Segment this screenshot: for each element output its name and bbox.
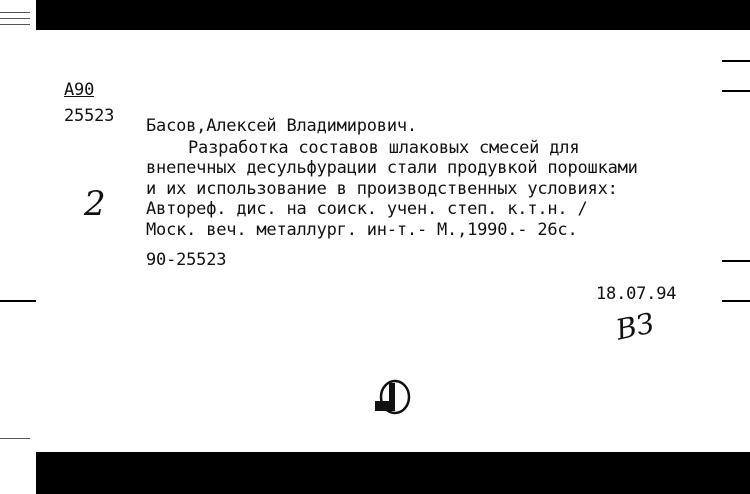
inventory-number: 25523 (64, 106, 115, 126)
margin-line (0, 300, 36, 302)
margin-tick (0, 438, 30, 439)
shelf-mark: А90 (64, 80, 95, 100)
handwritten-number: 2 (84, 184, 106, 224)
card-date: 18.07.94 (596, 284, 677, 304)
handwritten-initials: ВЗ (612, 306, 658, 347)
title-line: внепечных десульфурации стали продувкой порошками (146, 158, 638, 178)
title-line: Разработка составов шлаковых смесей для (188, 138, 580, 158)
margin-tick (722, 90, 750, 92)
title-line: и их использование в производственных условиях: (146, 179, 618, 199)
title-line: Автореф. дис. на соиск. учен. степ. к.т.н. / (146, 199, 588, 219)
margin-tick (722, 60, 750, 62)
margin-tick (722, 300, 750, 302)
scan-left-margin (0, 0, 36, 494)
accession-number: 90-25523 (146, 250, 227, 270)
margin-tick (722, 260, 750, 262)
margin-tick (0, 12, 30, 13)
catalog-card (36, 30, 718, 452)
scan-bottom-border (36, 452, 750, 494)
scan-top-border (36, 0, 750, 30)
margin-tick (0, 18, 30, 19)
ink-stamp-mark (371, 375, 415, 415)
title-line: Моск. веч. металлург. ин-т.- М.,1990.- 26с. (146, 220, 578, 240)
margin-tick (0, 24, 30, 25)
scan-right-margin (718, 30, 750, 452)
author-heading: Басов,Алексей Владимирович. (146, 116, 417, 136)
